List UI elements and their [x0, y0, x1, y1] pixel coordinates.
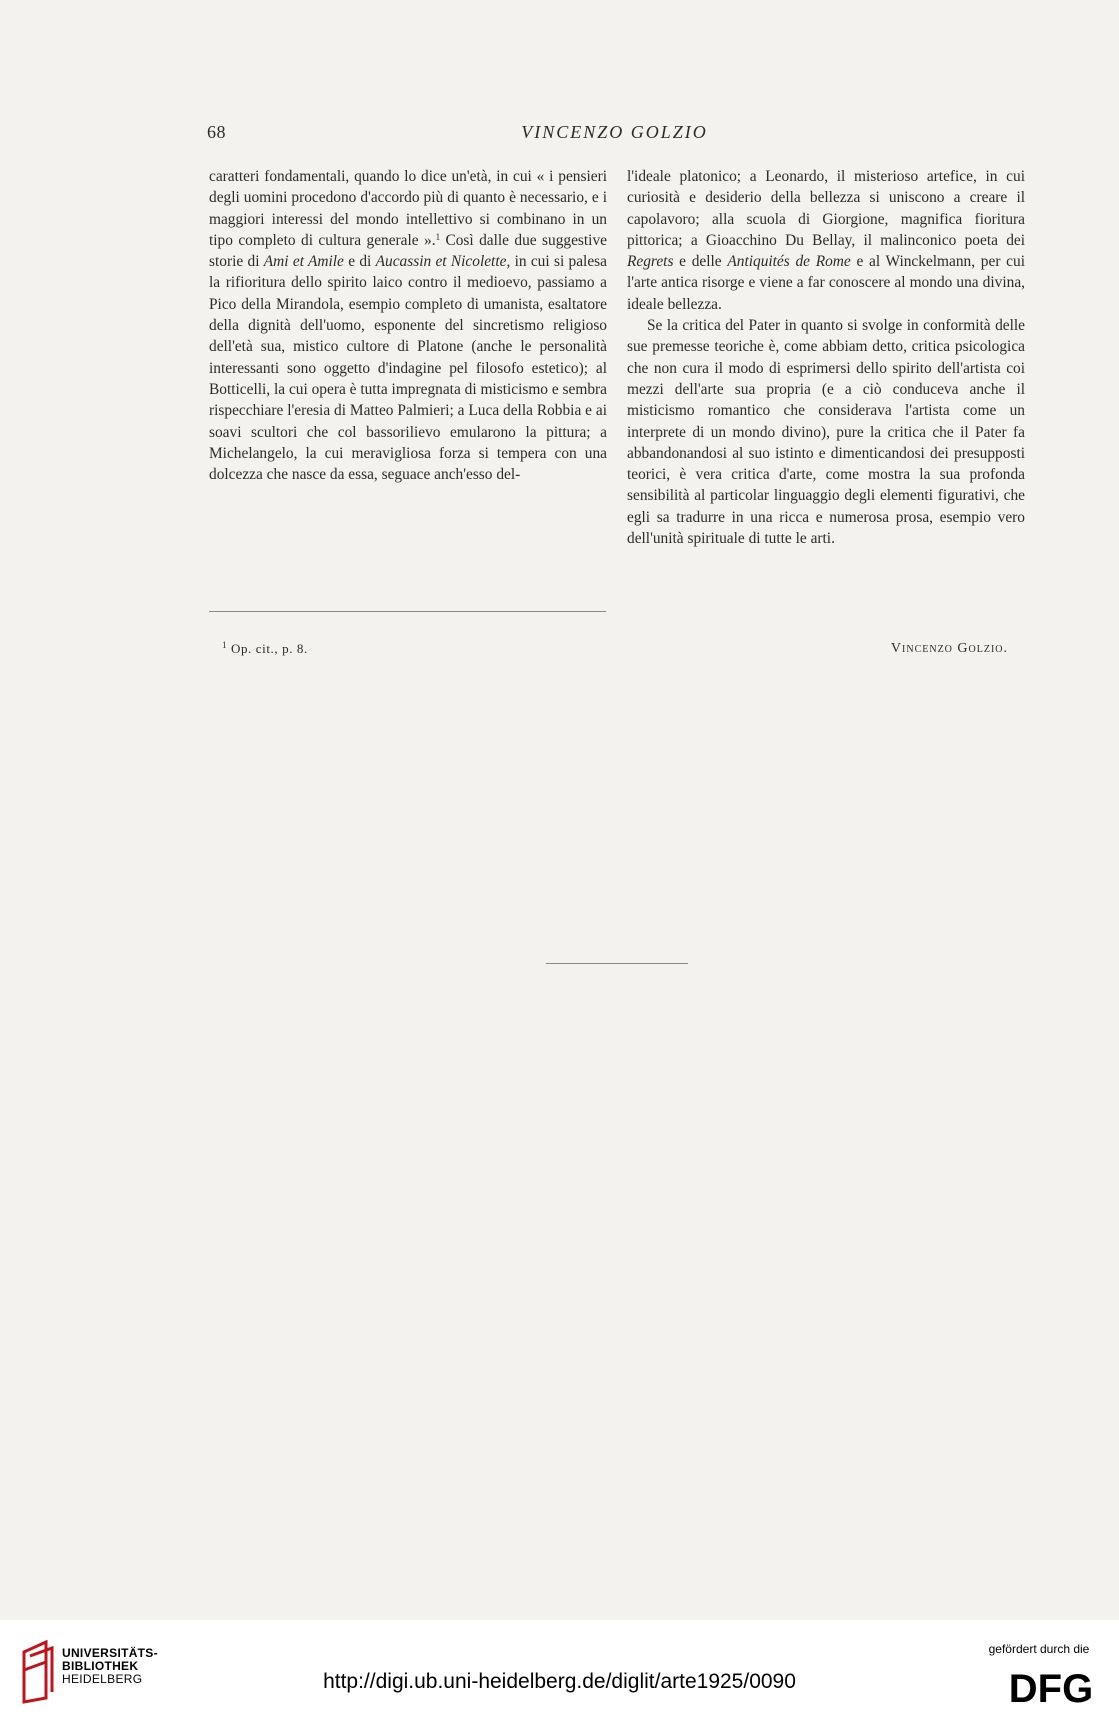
svg-text:DFG: DFG: [1008, 1667, 1094, 1709]
end-divider: [546, 963, 688, 964]
running-title: VINCENZO GOLZIO: [521, 122, 708, 142]
right-column: [627, 166, 1025, 549]
right-paragraph-1: l'ideale platonico; a Leonardo, il misterioso artefice, in cui curiosità e desiderio della bellezza si uniscono a creare il capolavoro; alla scuola di Giorgione, magnifica fioritura pittorica; a Gioacchino Du Bellay, il malinconico poeta dei Regrets e delle Antiquités de Rome e al Winckelmann, per cui l'arte antica risorge e viene a far conoscere al mondo una divina, ideale bellezza.: [627, 168, 1025, 313]
page-number: 68: [207, 122, 226, 142]
funded-by-label: gefördert durch die: [988, 1642, 1090, 1656]
left-column: [209, 166, 607, 485]
university-library-name: UNIVERSITÄTS- BIBLIOTHEK HEIDELBERG: [62, 1646, 158, 1686]
footnote-reference: 1: [435, 231, 441, 242]
page-header: [207, 122, 1022, 148]
footnote: $^1$ Op. cit., p. 8.: [222, 640, 308, 656]
source-url-link[interactable]: http://digi.ub.uni-heidelberg.de/diglit/arte1925/0090: [323, 1670, 796, 1693]
title-ami-et-amile: Ami et Amile: [263, 253, 344, 271]
footnote-marker: 1: [222, 640, 228, 650]
title-aucassin-et-nicolette: Aucassin et Nicolette: [375, 253, 507, 271]
title-antiquites-de-rome: Antiquités de Rome: [727, 253, 851, 271]
left-paragraph: caratteri fondamentali, quando lo dice un'età, in cui « i pensieri degli uomini procedono d'accordo più di quanto è necessario, e i maggiori interessi del mondo intellettivo si combinano in un tipo completo di cultura generale ».$^1$ Così dalle due suggestive storie di Ami et Amile e di Aucassin et Nicolette, in cui si palesa la rifioritura dello spirito laico contro il medioevo, passiamo a Pico della Mirandola, esempio completo di umanista, esaltatore della dignità dell'uomo, esponente del sincretismo religioso dell'età sua, mistico cultore di Platone (anche le personalità interessanti sono oggetto d'indagine pel filosofo estetico); al Botticelli, la cui opera è tutta impregnata di misticismo e sembra rispecchiare l'eresia di Matteo Palmieri; a Luca della Robbia e ai soavi scultori che col bassorilievo emularono la pittura; a Michelangelo, la cui meravigliosa forza si tempera con una dolcezza che nasce da essa, seguace anch'esso del-: [209, 168, 607, 484]
dfg-logo-icon: [995, 1665, 1107, 1709]
title-regrets: Regrets: [627, 253, 674, 271]
author-signature: Vincenzo Golzio.: [890, 641, 1008, 656]
right-paragraph-2: Se la critica del Pater in quanto si svolge in conformità delle sue premesse teoriche è, come abbiam detto, critica psicologica che non cura il modo di esprimersi dello spirito dell'artista coi mezzi dell'arte sua propria (e a ciò conduceva anche il misticismo romantico che considerava l'artista come un interprete di un mondo divino), pure la critica che il Pater fa abbandonandosi al suo istinto e dimenticandosi dei presupposti teorici, è vera critica d'arte, come mostra la sua profonda sensibilità al particolar linguaggio degli elementi figurativi, che egli sa tradurre in una ricca e numerosa prosa, esempio vero dell'unità spirituale di tutte le arti.: [627, 317, 1025, 548]
footnote-divider: [209, 611, 606, 612]
